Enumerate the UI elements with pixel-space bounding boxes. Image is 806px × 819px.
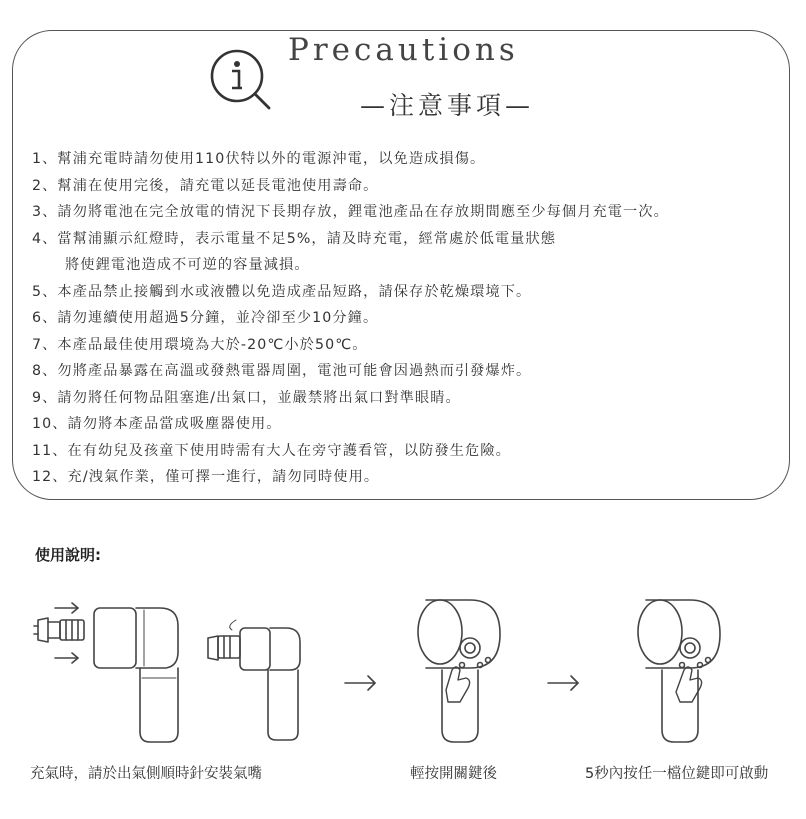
list-item: 6、請勿連續使用超過5分鐘，並冷卻至少10分鐘。 bbox=[32, 310, 379, 326]
info-magnifier-icon bbox=[203, 44, 281, 114]
list-item: 7、本產品最佳使用環境為大於-20℃小於50℃。 bbox=[32, 336, 368, 353]
list-item: 將使鋰電池造成不可逆的容量減損。 bbox=[65, 257, 310, 273]
title-chinese: —注意事項— bbox=[360, 91, 535, 120]
usage-title: 使用說明: bbox=[35, 546, 101, 564]
step-2-caption: 輕按開關鍵後 bbox=[410, 766, 497, 782]
arrow-right-icon bbox=[55, 653, 78, 663]
precautions-list bbox=[32, 146, 669, 491]
step-1-caption: 充氣時，請於出氣側順時針安裝氣嘴 bbox=[30, 766, 262, 782]
list-item: 10、請勿將本產品當成吸塵器使用。 bbox=[32, 416, 282, 432]
pump-icon bbox=[208, 620, 300, 740]
step-3-caption: 5秒內按任一檔位鍵即可啟動 bbox=[585, 766, 769, 782]
arrow-right-icon bbox=[55, 603, 78, 613]
arrow-right-icon bbox=[345, 676, 375, 690]
arrow-right-icon bbox=[548, 676, 578, 690]
list-item: 2、幫浦在使用完後，請充電以延長電池使用壽命。 bbox=[32, 177, 379, 194]
pump-icon bbox=[94, 608, 178, 742]
usage-illustration bbox=[0, 590, 806, 750]
nozzle-icon bbox=[34, 618, 84, 642]
list-item: 5、本產品禁止接觸到水或液體以免造成產品短路，請保存於乾燥環境下。 bbox=[32, 283, 532, 300]
list-item: 3、請勿將電池在完全放電的情況下長期存放，鋰電池產品在存放期間應至少每個月充電一次。 bbox=[32, 204, 669, 220]
list-item: 12、充/洩氣作業，僅可擇一進行，請勿同時使用。 bbox=[32, 469, 380, 485]
pump-icon bbox=[638, 600, 720, 742]
list-item: 4、當幫浦顯示紅燈時，表示電量不足5%，請及時充電，經常處於低電量狀態 bbox=[32, 230, 557, 247]
list-item: 9、請勿將任何物品阻塞進/出氣口，並嚴禁將出氣口對準眼睛。 bbox=[32, 389, 461, 406]
list-item: 11、在有幼兒及孩童下使用時需有大人在旁守護看管，以防發生危險。 bbox=[32, 442, 511, 459]
title-english: Precautions bbox=[288, 32, 519, 68]
hand-press-icon bbox=[446, 667, 470, 702]
list-item: 8、勿將產品暴露在高溫或發熱電器周圍，電池可能會因過熱而引發爆炸。 bbox=[32, 363, 532, 379]
pump-icon bbox=[418, 600, 500, 742]
list-item: 1、幫浦充電時請勿使用110伏特以外的電源沖電，以免造成損傷。 bbox=[32, 151, 486, 167]
